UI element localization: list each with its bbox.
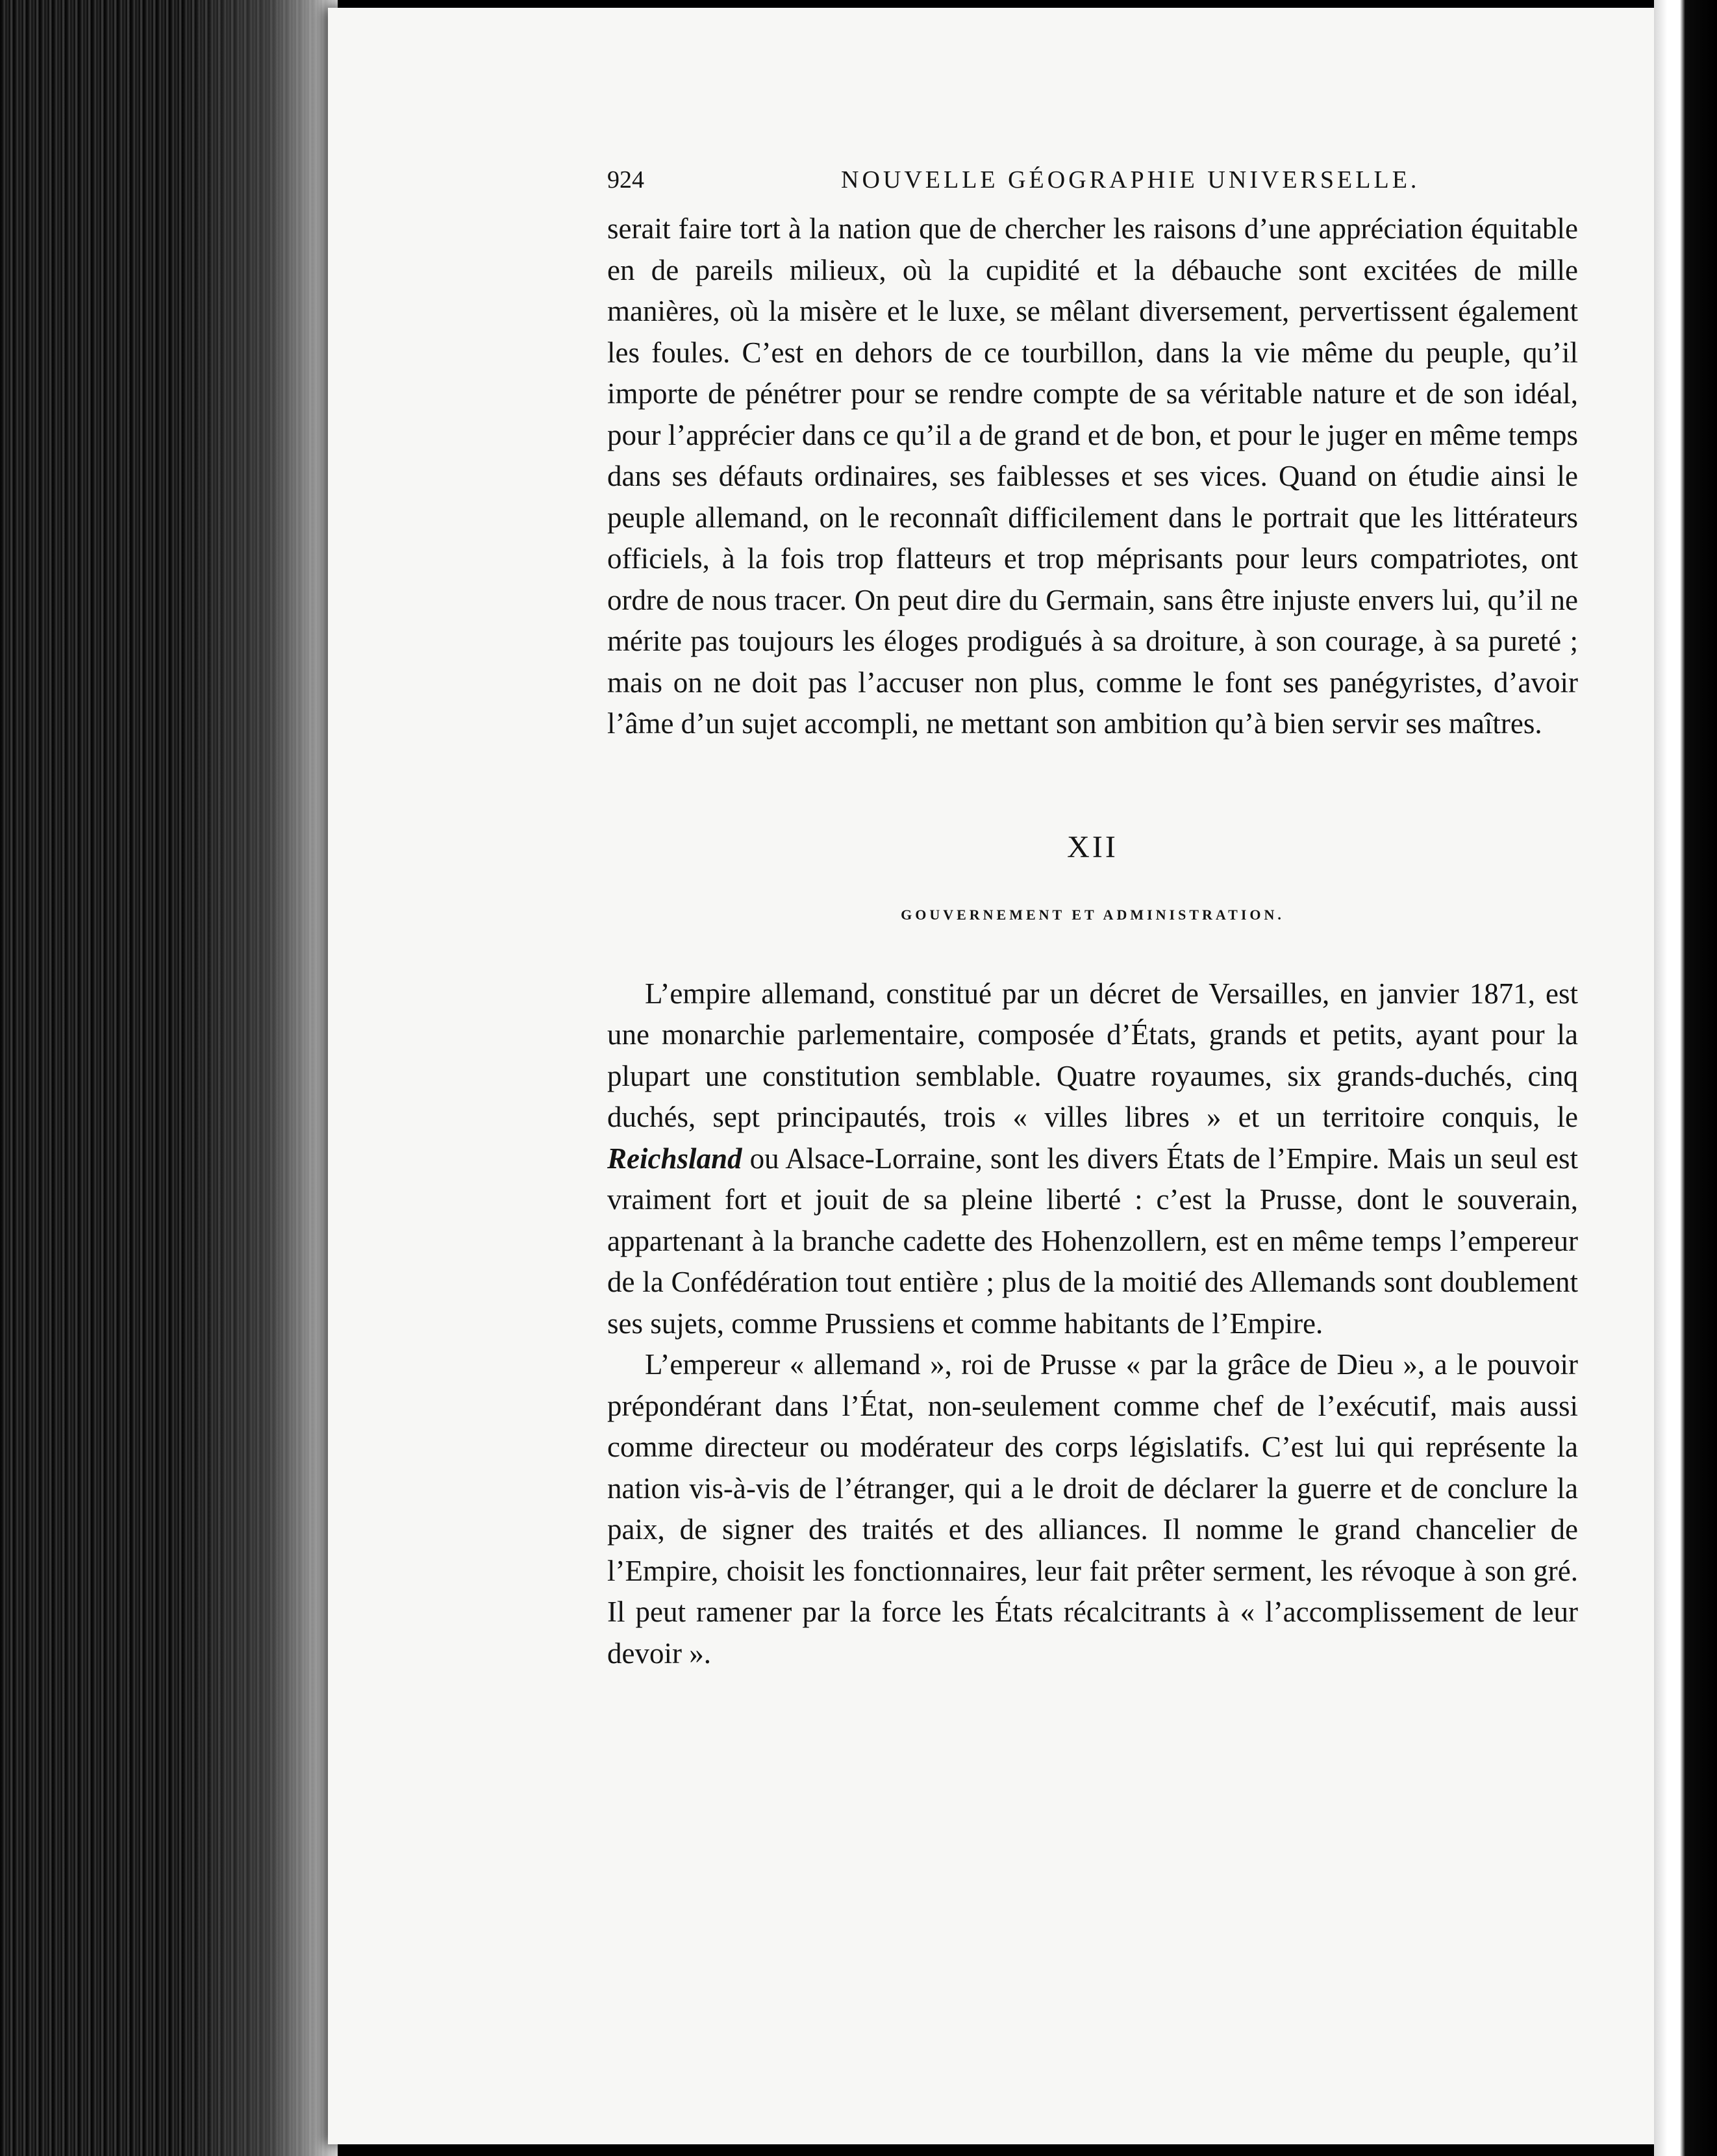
page-content xyxy=(607,166,1578,1674)
section-paragraph-2: L’empereur « allemand », roi de Prusse « par la grâce de Dieu », a le pouvoir prépondérant dans l’État, non-seulement comme chef de l’exécutif, mais aussi comme directeur ou modérateur des corps législatifs. C’est lui qui représente la nation vis-à-vis de l’étranger, qui a le droit de déclarer la guerre et de conclure la paix, de signer des traités et des alliances. Il nomme le grand chancelier de l’Empire, choisit les fonctionnaires, leur fait prêter serment, les révoque à son gré. Il peut ramener par la force les États récalcitrants à « l’accomplissement de leur devoir ». xyxy=(607,1348,1578,1670)
page-number: 924 xyxy=(607,166,644,194)
reichsland-term: Reichsland xyxy=(607,1142,742,1175)
running-title: NOUVELLE GÉOGRAPHIE UNIVERSELLE. xyxy=(841,166,1420,194)
section-number: XII xyxy=(1067,829,1118,864)
section-body xyxy=(607,973,1578,1675)
intro-paragraph: serait faire tort à la nation que de chercher les raisons d’une appréciation équitable en de pareils milieux, où la cupidité et la débauche sont excitées de mille manières, où la misère et le luxe, se mêlant diversement, pervertissent également les foules. C’est en dehors de ce tourbillon, dans la vie même du peuple, qu’il importe de pénétrer pour se rendre compte de sa véritable nature et de son idéal, pour l’apprécier dans ce qu’il a de grand et de bon, et pour le juger en même temps dans ses défauts ordinaires, ses faiblesses et ses vices. Quand on étudie ainsi le peuple allemand, on le reconnaît difficilement dans le portrait que les littérateurs officiels, à la fois trop flatteurs et trop méprisants pour leurs compatriotes, ont ordre de nous tracer. On peut dire du Germain, sans être injuste envers lui, qu’il ne mérite pas toujours les éloges prodigués à sa droiture, à son courage, à sa pureté ; mais on ne doit pas l’accuser non plus, comme le font ses panégyristes, d’avoir l’âme d’un sujet accompli, ne mettant son ambition qu’à bien servir ses maîtres. xyxy=(607,212,1578,740)
book-edge-shadow xyxy=(182,0,338,2156)
section-paragraph-1 xyxy=(607,973,1578,1345)
right-margin-strip xyxy=(1654,0,1717,2156)
section-title: GOUVERNEMENT ET ADMINISTRATION. xyxy=(901,906,1285,923)
paragraph-1-text-b: ou Alsace-Lorraine, sont les divers États de l’Empire. Mais un seul est vraiment fort et jouit de sa pleine liberté : c’est la Prusse, dont le souverain, appartenant à la branche cadette des Hohenzollern, est en même temps l’empereur de la Confédération tout entière ; plus de la moitié des Allemands sont doublement ses sujets, comme Prussiens et comme habitants de l’Empire. xyxy=(607,1142,1578,1340)
running-head xyxy=(607,166,1578,205)
paragraph-1-text-a: L’empire allemand, constitué par un décret de Versailles, en janvier 1871, est une monarchie parlementaire, composée d’États, grands et petits, ayant pour la plupart une constitution semblable. Quatre royaumes, six grands-duchés, cinq duchés, sept principautés, trois « villes libres » et un territoire conquis, le xyxy=(607,977,1578,1133)
